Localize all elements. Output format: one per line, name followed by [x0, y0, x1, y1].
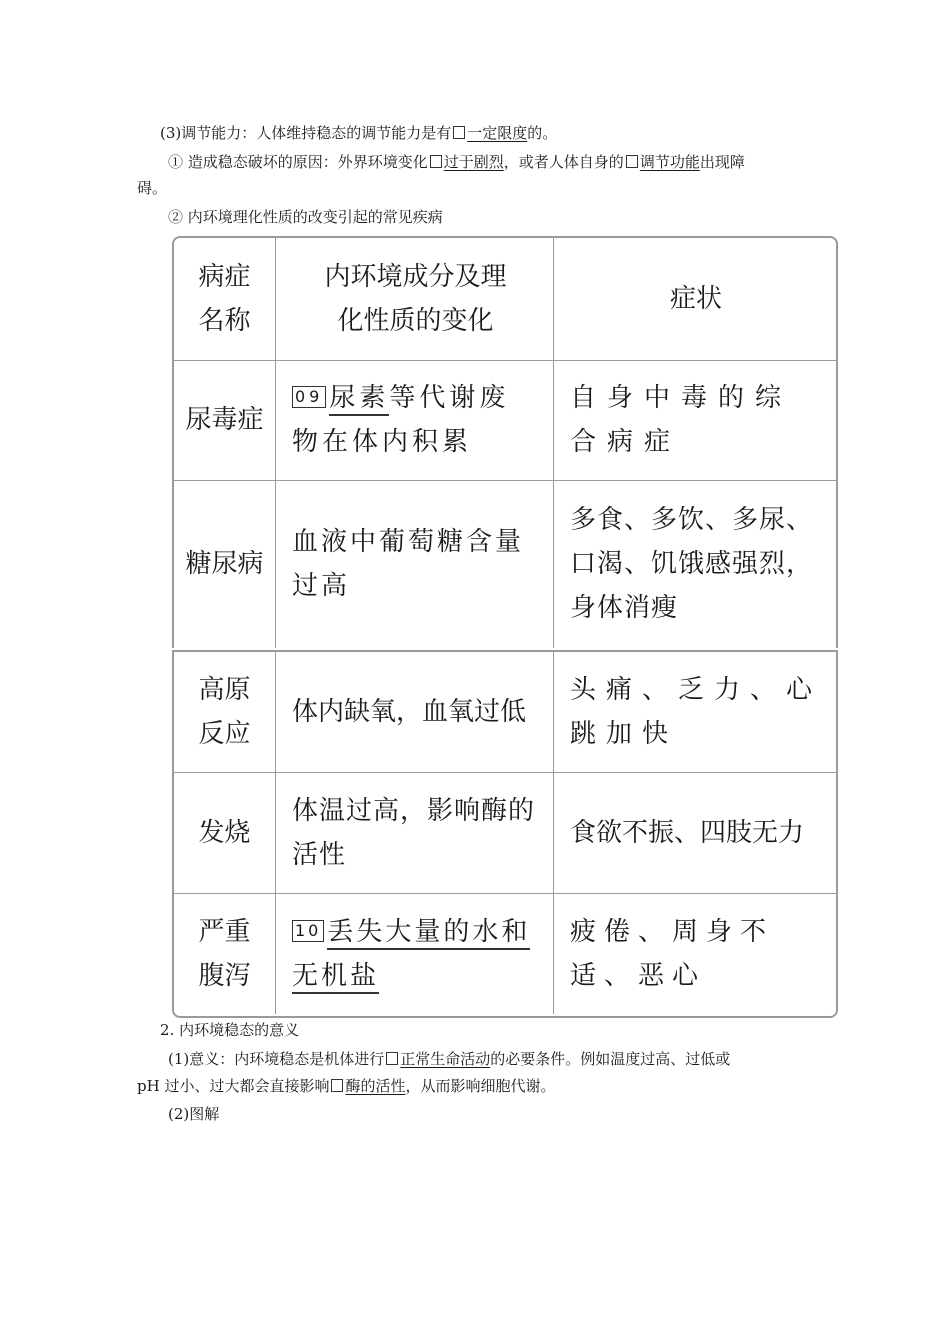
symptom-cell [554, 652, 834, 772]
disease-table-part1 [172, 236, 838, 648]
header-change-line2: 化性质的变化 [337, 306, 494, 336]
disease-name-cell [174, 360, 276, 480]
change-text: 等代谢废物在体内积累 [292, 383, 510, 457]
table-row [174, 360, 836, 481]
diseases-heading [168, 207, 443, 227]
table-row [174, 480, 836, 648]
symptom-cell [554, 772, 834, 893]
meaning-text-end: 的必要条件。例如温度过高、过低或 [490, 1050, 731, 1068]
disease-name-cell [174, 772, 276, 893]
symptom-text: 多食、多饮、多尿、口渴、饥饿感强烈，身体消瘦 [570, 505, 814, 623]
disease-name-cell [174, 893, 276, 1014]
symptom-text: 头痛、乏力、心跳加快 [570, 675, 823, 749]
header-symptom-cell [554, 238, 834, 360]
change-cell [276, 480, 554, 648]
header-name-line2: 名称 [198, 306, 251, 336]
change-text: 体温过高，影响酶的活性 [292, 795, 536, 870]
diagram-heading-text: (2)图解 [168, 1105, 220, 1123]
diseases-heading-text: ② 内环境理化性质的改变引起的常见疾病 [168, 208, 443, 226]
symptom-text: 疲倦、周身不适、恶心 [570, 916, 775, 991]
change-answer: 尿素 [329, 383, 389, 416]
table-row [174, 652, 836, 773]
section2-title [160, 1020, 299, 1040]
blank-box-icon [386, 1052, 398, 1065]
ph-line [137, 1076, 555, 1096]
disease-name-line1: 严重 [198, 916, 251, 947]
header-name-cell [174, 238, 276, 360]
cause-wrap-text: 碍。 [137, 179, 168, 197]
meaning-answer: 正常生命活动 [400, 1050, 491, 1068]
header-name-line1: 病症 [198, 262, 251, 292]
item3-end: 的。 [527, 124, 558, 142]
symptom-text: 自身中毒的综合病症 [570, 383, 793, 457]
diagram-heading [168, 1104, 219, 1124]
disease-name-cell [174, 652, 276, 772]
item3-answer: 一定限度 [467, 124, 528, 142]
symptom-cell [554, 360, 834, 480]
cause-text: ① 造成稳态破坏的原因：外界环境变化 [168, 153, 428, 171]
disease-name-line1: 高原 [198, 675, 251, 705]
table-header-row [174, 238, 836, 361]
change-cell [276, 772, 554, 893]
header-change-line1: 内环境成分及理 [324, 262, 507, 292]
meaning-text: (1)意义：内环境稳态是机体进行 [168, 1050, 385, 1068]
blank-number-tag: 10 [292, 920, 324, 942]
header-change-cell [276, 238, 554, 360]
table-row [174, 772, 836, 894]
cause-answer-1: 过于剧烈 [443, 153, 504, 171]
section2-title-text: 2. 内环境稳态的意义 [160, 1021, 300, 1039]
blank-box-icon [453, 126, 465, 139]
blank-box-icon [331, 1079, 343, 1092]
change-text: 体内缺氧，血氧过低 [292, 697, 527, 727]
disease-name-line2: 反应 [198, 719, 251, 749]
change-cell [276, 360, 554, 480]
ph-answer: 酶的活性 [345, 1077, 406, 1095]
blank-number-tag: 09 [292, 386, 326, 408]
blank-box-icon [430, 155, 442, 168]
cause-wrap-line [137, 178, 167, 198]
change-answer-line2: 无机盐 [292, 961, 379, 994]
disease-name-cell [174, 480, 276, 648]
ph-text: pH 过小、过大都会直接影响 [137, 1077, 330, 1095]
meaning-line [168, 1049, 730, 1069]
disease-name: 尿毒症 [185, 405, 264, 435]
disease-table-part2 [172, 650, 838, 1018]
change-cell [276, 893, 554, 1014]
cause-answer-2: 调节功能 [639, 153, 700, 171]
symptom-cell [554, 480, 834, 648]
symptom-cell [554, 893, 834, 1014]
item3-line [160, 123, 557, 143]
change-answer-line1: 丢失大量的水和 [327, 917, 530, 950]
cause-line [168, 152, 745, 172]
header-symptom: 症状 [669, 284, 722, 314]
disease-name: 发烧 [198, 817, 251, 848]
cause-text-end: 出现障 [699, 153, 745, 171]
table-row [174, 893, 836, 1014]
disease-name-line2: 腹泻 [198, 960, 251, 991]
cause-text-mid: ，或者人体自身的 [503, 153, 624, 171]
symptom-text: 食欲不振、四肢无力 [570, 817, 805, 848]
ph-text-end: ，从而影响细胞代谢。 [405, 1077, 556, 1095]
blank-box-icon [626, 155, 638, 168]
change-text: 血液中葡萄糖含量过高 [292, 527, 525, 601]
disease-name: 糖尿病 [185, 549, 264, 579]
item3-text: (3)调节能力：人体维持稳态的调节能力是有 [160, 124, 452, 142]
change-cell [276, 652, 554, 772]
